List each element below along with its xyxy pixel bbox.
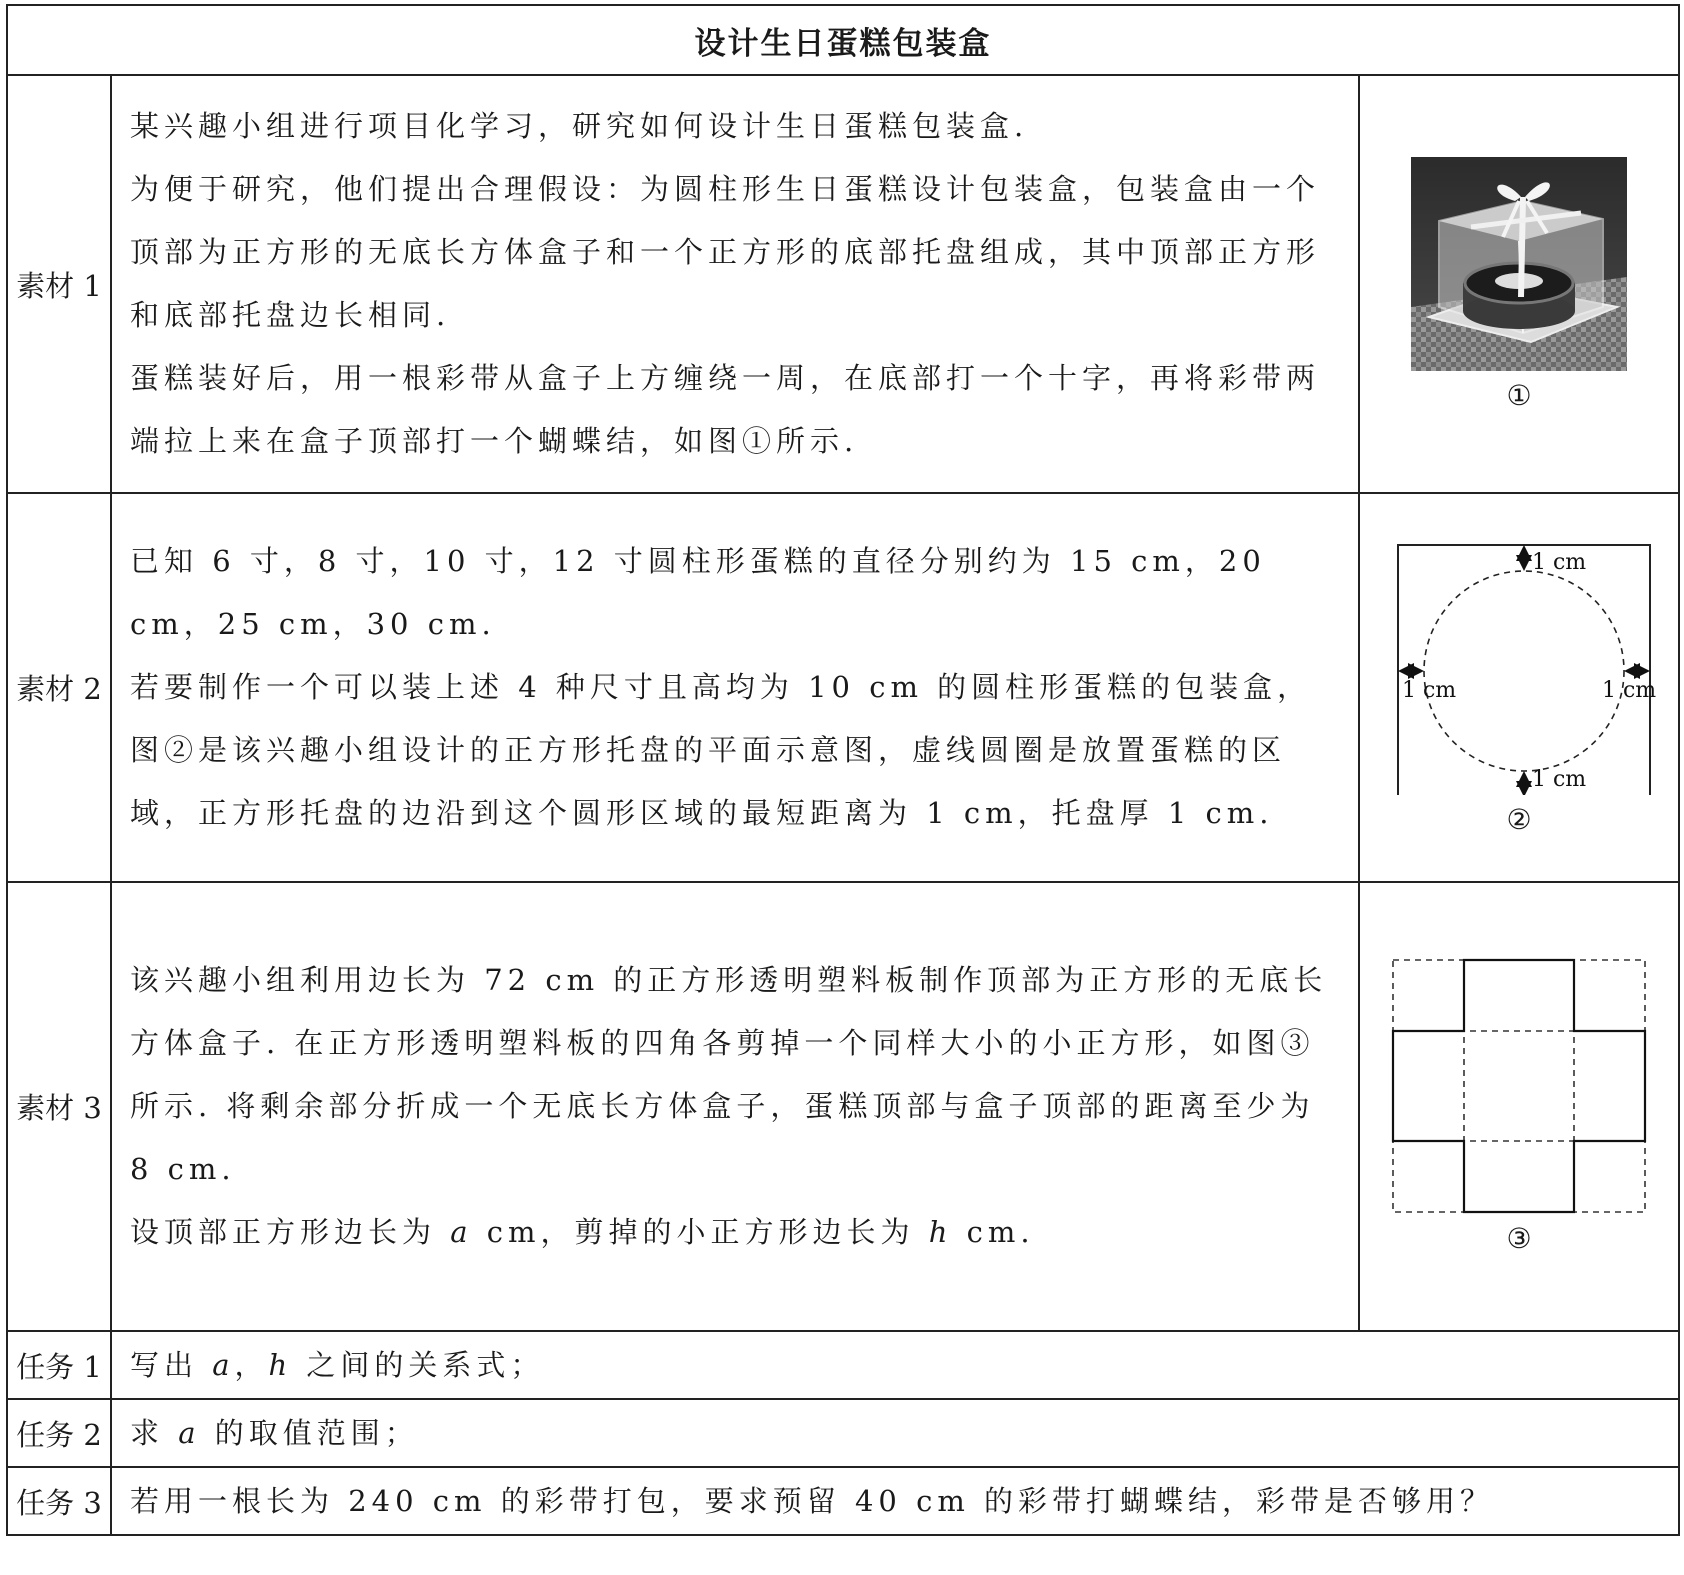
material-text bbox=[111, 75, 1359, 493]
worksheet bbox=[6, 4, 1678, 1570]
board-outline bbox=[1393, 960, 1645, 1212]
material-row-3 bbox=[7, 882, 1679, 1331]
material-row-1 bbox=[7, 75, 1679, 493]
variable-h: h bbox=[928, 1215, 953, 1249]
paragraph: 蛋糕装好后，用一根彩带从盒子上方缠绕一周，在底部打一个十字，再将彩带两端拉上来在盒子顶部打一个蝴蝶结，如图①所示. bbox=[130, 361, 1321, 458]
task-text-part: 写出 bbox=[130, 1348, 213, 1382]
task-label: 任务 3 bbox=[7, 1467, 111, 1535]
material-row-2 bbox=[7, 493, 1679, 882]
figure-caption: ② bbox=[1506, 803, 1532, 836]
task-text bbox=[111, 1331, 1679, 1399]
task-row-3 bbox=[7, 1467, 1679, 1535]
variable-a: a bbox=[450, 1215, 473, 1249]
task-text bbox=[111, 1399, 1679, 1467]
cake-region-circle bbox=[1424, 571, 1624, 771]
task-label: 任务 2 bbox=[7, 1399, 111, 1467]
task-row-2 bbox=[7, 1399, 1679, 1467]
material-label: 素材 2 bbox=[7, 493, 111, 882]
variable-a: a bbox=[178, 1416, 201, 1450]
setup-paragraph bbox=[130, 1201, 1338, 1264]
task-text-part: ， bbox=[234, 1348, 269, 1382]
material-label: 素材 3 bbox=[7, 882, 111, 1331]
paragraph: 该兴趣小组利用边长为 72 cm 的正方形透明塑料板制作顶部为正方形的无底长方体盒子. 在正方形透明塑料板的四角各剪掉一个同样大小的小正方形，如图③所示. 将剩余部分折成一个无底长方体盒子，蛋糕顶部与盒子顶部的距离至少为 8 cm. bbox=[130, 963, 1328, 1186]
material-label: 素材 1 bbox=[7, 75, 111, 493]
cake-box-photo bbox=[1411, 157, 1627, 375]
bottom-gap-label: 1 cm bbox=[1532, 767, 1587, 792]
paragraph: 若要制作一个可以装上述 4 种尺寸且高均为 10 cm 的圆柱形蛋糕的包装盒，图②是该兴趣小组设计的正方形托盘的平面示意图，虚线圆圈是放置蛋糕的区域，正方形托盘的边沿到这个圆形区域的最短距离为 1 cm，托盘厚 1 cm. bbox=[130, 670, 1312, 830]
figure-caption: ① bbox=[1506, 378, 1532, 412]
task-text-part: 的取值范围； bbox=[200, 1416, 419, 1450]
task-text-part: 之间的关系式； bbox=[292, 1348, 545, 1382]
task-row-1 bbox=[7, 1331, 1679, 1399]
variable-a: a bbox=[212, 1348, 235, 1382]
page-title: 设计生日蛋糕包装盒 bbox=[7, 5, 1679, 75]
tray-diagram bbox=[1376, 539, 1662, 795]
figure-1-cell bbox=[1359, 75, 1679, 493]
paragraph: 某兴趣小组进行项目化学习，研究如何设计生日蛋糕包装盒. bbox=[130, 109, 1029, 143]
figure-caption: ③ bbox=[1506, 1222, 1532, 1255]
problem-table bbox=[6, 4, 1680, 1536]
right-gap-label: 1 cm bbox=[1602, 678, 1657, 703]
remaining-cross-shape bbox=[1393, 960, 1645, 1212]
setup-prefix: 设顶部正方形边长为 bbox=[130, 1215, 451, 1249]
left-gap-label: 1 cm bbox=[1402, 678, 1457, 703]
tray-square bbox=[1398, 545, 1650, 795]
cut-board-diagram bbox=[1391, 958, 1647, 1214]
task-text: 若用一根长为 240 cm 的彩带打包，要求预留 40 cm 的彩带打蝴蝶结，彩带是否够用？ bbox=[111, 1467, 1679, 1535]
task-text-part: 求 bbox=[130, 1416, 179, 1450]
top-gap-label: 1 cm bbox=[1532, 550, 1587, 575]
task-label: 任务 1 bbox=[7, 1331, 111, 1399]
material-text bbox=[111, 882, 1359, 1331]
figure-3-cell bbox=[1359, 882, 1679, 1331]
paragraph: 已知 6 寸，8 寸，10 寸，12 寸圆柱形蛋糕的直径分别约为 15 cm，20 cm，25 cm，30 cm. bbox=[130, 544, 1266, 641]
figure-2-cell bbox=[1359, 493, 1679, 882]
paragraph: 为便于研究，他们提出合理假设：为圆柱形生日蛋糕设计包装盒，包装盒由一个顶部为正方形的无底长方体盒子和一个正方形的底部托盘组成，其中顶部正方形和底部托盘边长相同. bbox=[130, 172, 1321, 332]
setup-suffix: cm. bbox=[952, 1215, 1035, 1249]
setup-middle: cm，剪掉的小正方形边长为 bbox=[472, 1215, 929, 1249]
variable-h: h bbox=[268, 1348, 293, 1382]
material-text bbox=[111, 493, 1359, 882]
